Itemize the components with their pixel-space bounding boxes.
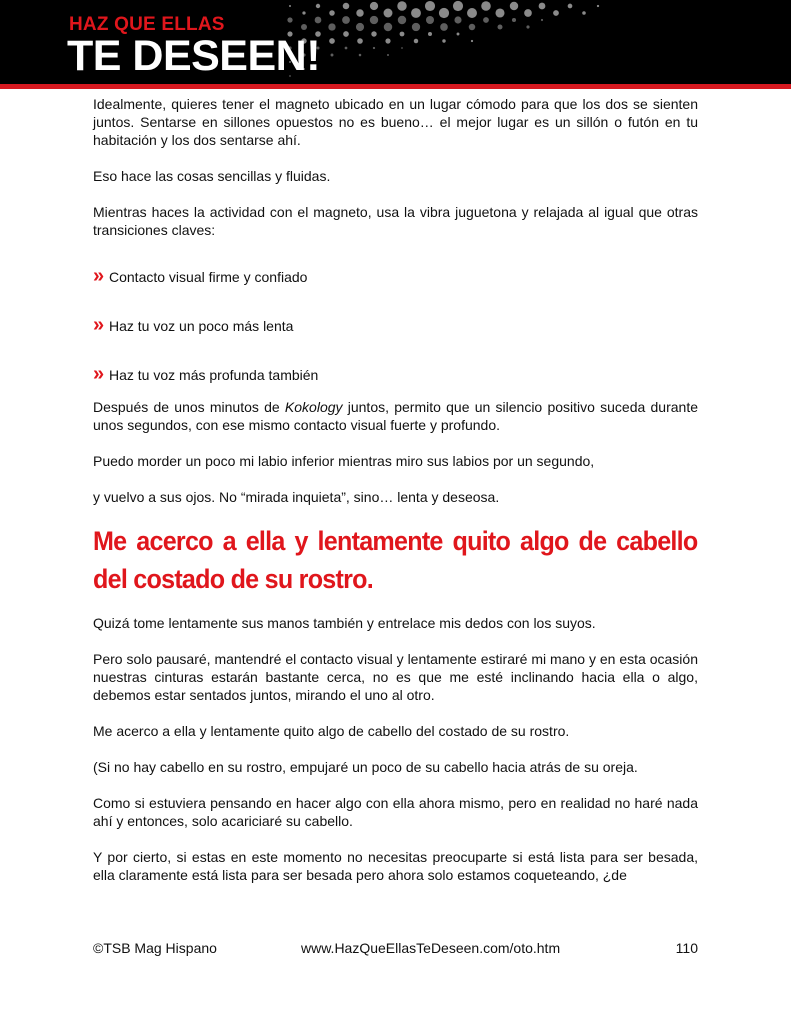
halftone-dot — [302, 11, 305, 14]
bullet-icon: » — [93, 363, 105, 385]
footer-url: www.HazQueEllasTeDeseen.com/oto.htm — [301, 940, 561, 956]
halftone-dot — [414, 39, 418, 43]
halftone-dot — [345, 47, 348, 50]
halftone-dot — [481, 1, 491, 11]
halftone-dot — [442, 39, 445, 42]
halftone-dot — [524, 9, 532, 17]
list-item — [93, 365, 698, 384]
halftone-dot — [384, 23, 392, 31]
halftone-dot — [356, 23, 364, 31]
halftone-dot — [582, 11, 586, 15]
list-item-text: Haz tu voz más profunda también — [109, 367, 319, 383]
brand-logo-title: TE DESEEN! — [67, 32, 321, 80]
halftone-dot — [553, 10, 559, 16]
paragraph: Como si estuviera pensando en hacer algo con ella ahora mismo, pero en realidad no haré nada ahí y entonces, solo acariciaré su cabello. — [93, 795, 698, 829]
halftone-dot — [411, 8, 421, 18]
halftone-dot — [370, 2, 378, 10]
paragraph: Quizá tome lentamente sus manos también y entrelace mis dedos con los suyos. — [93, 615, 596, 631]
halftone-dot — [385, 38, 390, 43]
paragraph: (Si no hay cabello en su rostro, empujaré un poco de su cabello hacia atrás de su oreja. — [93, 759, 638, 775]
halftone-dot — [315, 17, 322, 24]
halftone-dot — [329, 38, 335, 44]
section-heading: Me acerco a ella y lentamente quito algo de cabello del costado de su rostro. — [93, 526, 698, 594]
halftone-dot — [439, 8, 449, 18]
paragraph: Pero solo pausaré, mantendré el contacto visual y lentamente estiraré mi mano y en esta ocasión nuestras cinturas estarán bastante cerca, no es que me esté inclinando hacia ella o algo, debemos estar sentados juntos, mirando el uno al otro. — [93, 651, 698, 703]
page-number: 110 — [675, 940, 698, 956]
halftone-dot — [371, 31, 376, 36]
halftone-dot — [387, 54, 389, 56]
halftone-dot — [526, 25, 529, 28]
halftone-dot — [373, 47, 375, 49]
halftone-dot — [316, 4, 320, 8]
halftone-dot — [331, 54, 334, 57]
paragraph: y vuelvo a sus ojos. No “mirada inquieta”, sino… lenta y deseosa. — [93, 489, 500, 505]
halftone-dot — [287, 17, 292, 22]
paragraph: Puedo morder un poco mi labio inferior mientras miro sus labios por un segundo, — [93, 453, 595, 469]
list-item — [93, 316, 698, 335]
halftone-dot — [457, 33, 460, 36]
halftone-dot — [343, 3, 350, 10]
paragraph-text: juntos, permito que un silencio positivo suceda durante unos segundos, con ese mismo contacto visual fuerte y profundo. — [93, 399, 698, 433]
halftone-dot — [471, 40, 473, 42]
paragraph — [93, 398, 698, 434]
copyright-text: ©TSB Mag Hispano — [93, 940, 217, 956]
halftone-dot — [512, 18, 516, 22]
halftone-dot — [428, 32, 432, 36]
halftone-dot — [510, 2, 518, 10]
halftone-dot — [401, 47, 403, 49]
halftone-dot — [467, 8, 477, 18]
page-content — [93, 95, 698, 884]
halftone-dot — [370, 16, 378, 24]
brand-small-title: HAZ QUE ELLAS — [69, 14, 225, 35]
halftone-dot — [328, 23, 335, 30]
bullet-icon: » — [93, 265, 105, 287]
halftone-dot — [398, 16, 406, 24]
halftone-dot — [397, 1, 406, 10]
halftone-dot — [356, 9, 363, 16]
list-item-text: Haz tu voz un poco más lenta — [109, 318, 294, 334]
bullet-icon: » — [93, 314, 105, 336]
halftone-dot — [343, 31, 349, 37]
paragraph: Me acerco a ella y lentamente quito algo de cabello del costado de su rostro. — [93, 723, 570, 739]
halftone-dot — [568, 4, 573, 9]
paragraph-text: Después de unos minutos de — [93, 399, 285, 415]
halftone-dot — [440, 23, 448, 31]
halftone-dot — [426, 16, 434, 24]
halftone-dot — [453, 1, 463, 11]
halftone-dot — [289, 5, 291, 7]
halftone-dot — [400, 32, 405, 37]
halftone-dot — [384, 9, 393, 18]
halftone-dot — [495, 8, 504, 17]
halftone-dot — [483, 17, 489, 23]
emphasis-text: Kokology — [284, 399, 343, 415]
halftone-dot — [469, 24, 476, 31]
paragraph: Idealmente, quieres tener el magneto ubicado en un lugar cómodo para que los dos se sienten juntos. Sentarse en sillones opuestos no es bueno… el mejor lugar es un sillón o futón en tu habitación y los dos sentarse ahí. — [93, 96, 698, 148]
list-item — [93, 267, 698, 286]
paragraph: Mientras haces la actividad con el magneto, usa la vibra juguetona y relajada al igual que otras transiciones claves: — [93, 204, 698, 238]
paragraph: Y por cierto, si estas en este momento no necesitas preocuparte si está lista para ser besada, ella claramente está lista para ser besada pero ahora solo estamos coqueteando, ¿de — [93, 849, 698, 883]
halftone-dot — [425, 1, 435, 11]
halftone-dot — [454, 16, 461, 23]
halftone-dot — [541, 19, 543, 21]
halftone-dot — [412, 23, 420, 31]
halftone-dot — [597, 5, 599, 7]
page-header — [0, 0, 791, 84]
halftone-dot — [498, 25, 503, 30]
page-footer — [93, 940, 698, 960]
list-item-text: Contacto visual firme y confiado — [109, 269, 308, 285]
paragraph: Eso hace las cosas sencillas y fluidas. — [93, 168, 331, 184]
halftone-dot — [357, 38, 363, 44]
header-divider — [0, 84, 791, 89]
halftone-dot — [329, 10, 335, 16]
halftone-dot — [359, 54, 362, 57]
halftone-dot — [301, 24, 307, 30]
halftone-dot — [539, 3, 546, 10]
halftone-dot — [342, 16, 350, 24]
